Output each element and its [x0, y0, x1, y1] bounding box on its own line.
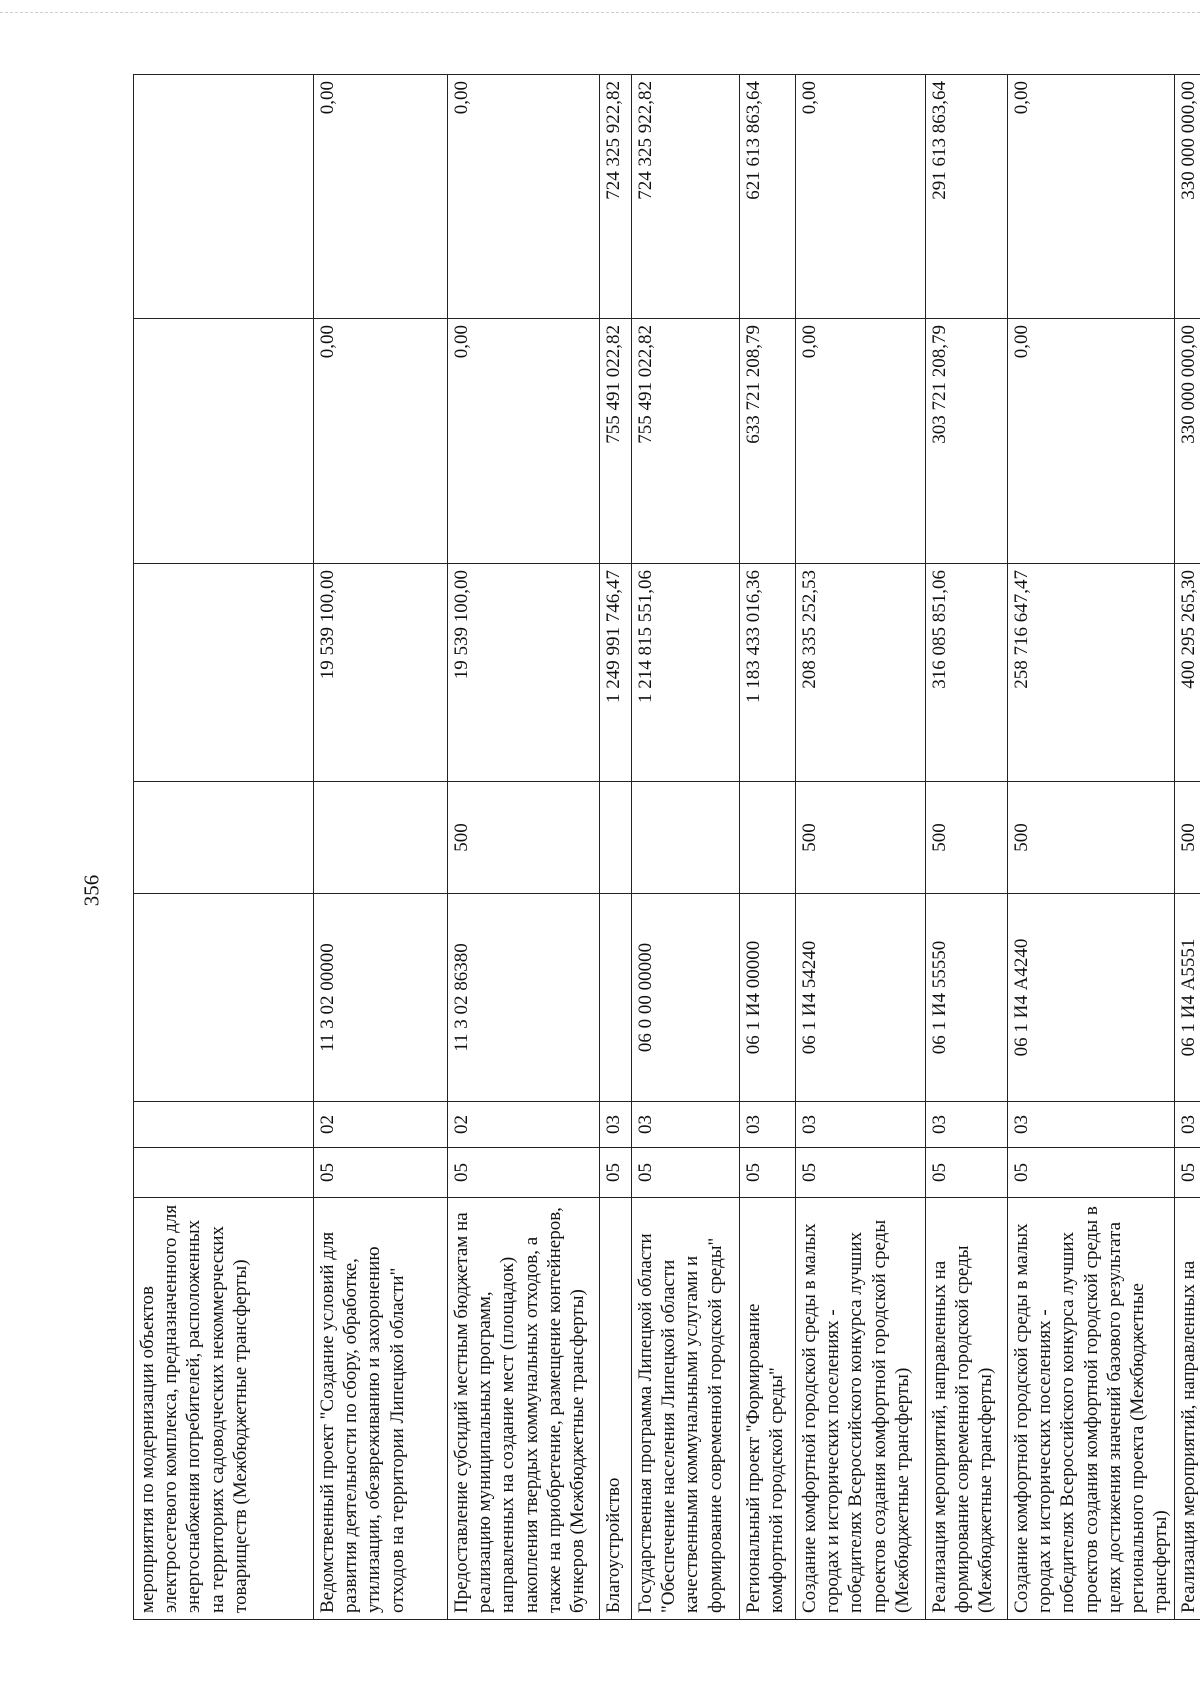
row-value-1: 316 085 851,06: [926, 564, 1008, 782]
row-name: Реализация мероприятий, направленных на формирование современной городской среды (Межбюджетные трансферты): [926, 1198, 1008, 1620]
row-name: Создание комфортной городской среды в малых городах и исторических поселениях - победителях Всероссийского конкурса лучших проектов создания комфортной городской среды в целях достижения значений базового результата регионального проекта (Межбюджетные трансферты): [1008, 1198, 1175, 1620]
row-vr: [314, 782, 448, 894]
row-name: Реализация мероприятий, направленных на: [1175, 1198, 1200, 1620]
row-csr: 06 0 00 00000: [632, 894, 740, 1102]
row-value-2: 330 000 000,00: [1175, 319, 1200, 564]
rotated-table-wrapper: [133, 75, 1200, 1620]
row-value-1: 258 716 647,47: [1008, 564, 1175, 782]
row-prz: 03: [632, 1102, 740, 1148]
table-row: [600, 75, 632, 1620]
row-rz: 05: [740, 1148, 796, 1198]
row-rz: [134, 1148, 314, 1198]
row-vr: [600, 782, 632, 894]
row-value-2: [134, 319, 314, 564]
row-vr: 500: [796, 782, 926, 894]
row-rz: 05: [1008, 1148, 1175, 1198]
row-value-2: 0,00: [796, 319, 926, 564]
row-value-3: [134, 75, 314, 319]
budget-table: [133, 74, 1200, 1620]
row-rz: 05: [1175, 1148, 1200, 1198]
row-value-3: 621 613 863,64: [740, 75, 796, 319]
table-row: [134, 75, 314, 1620]
row-value-1: 1 214 815 551,06: [632, 564, 740, 782]
table-row: [1175, 75, 1200, 1620]
table-row: [740, 75, 796, 1620]
row-name: Ведомственный проект "Создание условий для развития деятельности по сбору, обработке, утилизации, обезвреживанию и захоронению отходов на территории Липецкой области": [314, 1198, 448, 1620]
row-csr: 06 1 И4 А5551: [1175, 894, 1200, 1102]
row-value-1: 19 539 100,00: [314, 564, 448, 782]
row-name: Государственная программа Липецкой области "Обеспечение населения Липецкой области качественными коммунальными услугами и формирование современной городской среды": [632, 1198, 740, 1620]
row-prz: 03: [796, 1102, 926, 1148]
row-vr: [632, 782, 740, 894]
row-prz: 03: [926, 1102, 1008, 1148]
row-value-2: 0,00: [314, 319, 448, 564]
row-value-2: 303 721 208,79: [926, 319, 1008, 564]
row-csr: 06 1 И4 А4240: [1008, 894, 1175, 1102]
row-value-3: 0,00: [448, 75, 600, 319]
row-vr: 500: [926, 782, 1008, 894]
row-vr: 500: [448, 782, 600, 894]
row-vr: [134, 782, 314, 894]
row-value-2: 0,00: [1008, 319, 1175, 564]
row-csr: 06 1 И4 55550: [926, 894, 1008, 1102]
row-value-3: 0,00: [314, 75, 448, 319]
row-csr: 06 1 И4 00000: [740, 894, 796, 1102]
row-name: Благоустройство: [600, 1198, 632, 1620]
row-name: Создание комфортной городской среды в малых городах и исторических поселениях - победителях Всероссийского конкурса лучших проектов создания комфортной городской среды (Межбюджетные трансферты): [796, 1198, 926, 1620]
row-value-3: 724 325 922,82: [600, 75, 632, 319]
row-value-2: 633 721 208,79: [740, 319, 796, 564]
row-value-3: 0,00: [1008, 75, 1175, 319]
row-prz: 03: [600, 1102, 632, 1148]
table-row: [448, 75, 600, 1620]
table-row: [1008, 75, 1175, 1620]
row-rz: 05: [926, 1148, 1008, 1198]
row-vr: [740, 782, 796, 894]
table-row: [314, 75, 448, 1620]
table-row: [926, 75, 1008, 1620]
row-value-2: 755 491 022,82: [600, 319, 632, 564]
row-prz: 03: [1008, 1102, 1175, 1148]
row-csr: 11 3 02 00000: [314, 894, 448, 1102]
row-prz: 03: [1175, 1102, 1200, 1148]
row-vr: 500: [1175, 782, 1200, 894]
table-row: [632, 75, 740, 1620]
row-prz: 02: [314, 1102, 448, 1148]
row-rz: 05: [448, 1148, 600, 1198]
row-value-1: 208 335 252,53: [796, 564, 926, 782]
row-name: Предоставление субсидий местным бюджетам на реализацию муниципальных программ, направленных на создание мест (площадок) накопления твердых коммунальных отходов, а также на приобретение, размещение контейнеров, бункеров (Межбюджетные трансферты): [448, 1198, 600, 1620]
row-prz: 02: [448, 1102, 600, 1148]
row-value-3: 724 325 922,82: [632, 75, 740, 319]
row-value-1: 19 539 100,00: [448, 564, 600, 782]
scan-edge-line: [0, 12, 1200, 13]
row-csr: 06 1 И4 54240: [796, 894, 926, 1102]
row-csr: 11 3 02 86380: [448, 894, 600, 1102]
row-value-1: [134, 564, 314, 782]
row-rz: 05: [314, 1148, 448, 1198]
row-prz: 03: [740, 1102, 796, 1148]
row-value-3: 0,00: [796, 75, 926, 319]
row-value-1: 400 295 265,30: [1175, 564, 1200, 782]
table-row: [796, 75, 926, 1620]
row-vr: 500: [1008, 782, 1175, 894]
row-rz: 05: [796, 1148, 926, 1198]
row-value-2: 755 491 022,82: [632, 319, 740, 564]
row-name: Региональный проект "Формирование комфортной городской среды": [740, 1198, 796, 1620]
row-rz: 05: [600, 1148, 632, 1198]
row-csr: [134, 894, 314, 1102]
page-number: 356: [79, 874, 104, 907]
row-value-1: 1 183 433 016,36: [740, 564, 796, 782]
row-name: мероприятия по модернизации объектов электросетевого комплекса, предназначенного для энергоснабжения потребителей, расположенных на территориях садоводческих некоммерческих товариществ (Межбюджетные трансферты): [134, 1198, 314, 1620]
row-value-1: 1 249 991 746,47: [600, 564, 632, 782]
row-prz: [134, 1102, 314, 1148]
row-rz: 05: [632, 1148, 740, 1198]
row-value-3: 330 000 000,00: [1175, 75, 1200, 319]
row-csr: [600, 894, 632, 1102]
row-value-2: 0,00: [448, 319, 600, 564]
row-value-3: 291 613 863,64: [926, 75, 1008, 319]
